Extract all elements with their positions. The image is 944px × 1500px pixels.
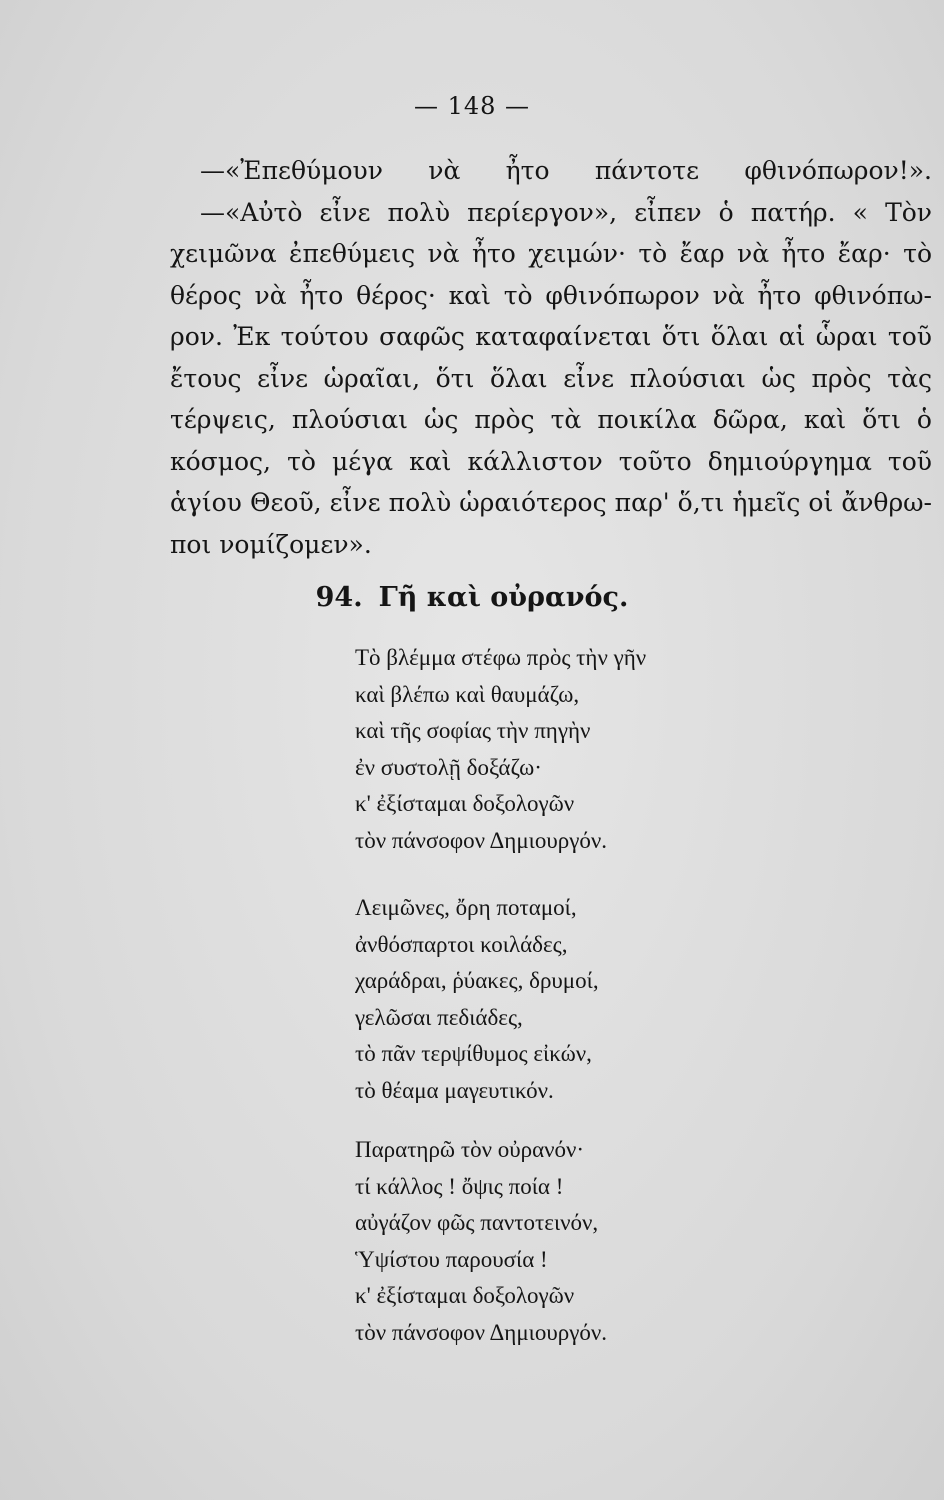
verse-line: τί κάλλος ! ὄψις ποία ! (355, 1173, 564, 1199)
verse-line: Λειμῶνες, ὄρη ποταμοί, (355, 895, 577, 920)
prose-paragraph (170, 150, 932, 565)
prose-line: ποι νομίζομεν». (170, 529, 372, 559)
verse-line: Ὑψίστου παρουσία ! (355, 1246, 548, 1272)
prose-line: —«Ἐπεθύμουν νὰ ἦτο πάντοτε φθινόπωρον!». (200, 156, 932, 185)
poem-number: 94. (315, 582, 363, 613)
verse-line: καὶ τῆς σοφίας τὴν πηγὴν (355, 718, 591, 743)
verse-line: γελῶσαι πεδιάδες, (355, 1004, 523, 1030)
prose-line: ἁγίου Θεοῦ, εἶνε πολὺ ὡραιότερος παρ' ὅ,τι ἡμεῖς οἱ ἄνθρω- (170, 488, 932, 517)
poem-stanza-2 (355, 890, 915, 1109)
verse-line: αὐγάζον φῶς παντοτεινόν, (355, 1210, 599, 1235)
poem-stanza-1 (355, 640, 915, 859)
poem-stanza-3 (355, 1132, 915, 1351)
prose-line: ρον. Ἐκ τούτου σαφῶς καταφαίνεται ὅτι ὅλαι αἱ ὧραι τοῦ (170, 322, 932, 351)
verse-line: Παρατηρῶ τὸν οὐρανόν· (355, 1137, 585, 1162)
poem-heading (0, 582, 944, 613)
prose-line: τέρψεις, πλούσιαι ὡς πρὸς τὰ ποικίλα δῶρα, καὶ ὅτι ὁ (170, 405, 932, 434)
verse-line: ἀνθόσπαρτοι κοιλάδες, (355, 931, 568, 957)
page-number: — 148 — (413, 92, 531, 120)
verse-line: τὸν πάνσοφον Δημιουργόν. (355, 827, 608, 853)
verse-line: τὸ θέαμα μαγευτικόν. (355, 1077, 554, 1103)
verse-line: ἐν συστολῇ δοξάζω· (355, 754, 542, 780)
verse-line: καὶ βλέπω καὶ θαυμάζω, (355, 681, 580, 707)
verse-line: Τὸ βλέμμα στέφω πρὸς τὴν γῆν (355, 645, 647, 670)
verse-line: κ' ἐξίσταμαι δοξολογῶν (355, 1283, 575, 1308)
prose-line: χειμῶνα ἐπεθύμεις νὰ ἦτο χειμών· τὸ ἔαρ νὰ ἦτο ἔαρ· τὸ (170, 239, 932, 268)
prose-line: κόσμος, τὸ μέγα καὶ κάλλιστον τοῦτο δημιούργημα τοῦ (170, 446, 932, 476)
verse-line: τὸ πᾶν τερψίθυμος εἰκών, (355, 1041, 592, 1066)
poem-title: Γῆ καὶ οὐρανός. (378, 582, 629, 613)
verse-line: τὸν πάνσοφον Δημιουργόν. (355, 1319, 608, 1345)
prose-line: ἔτους εἶνε ὡραῖαι, ὅτι ὅλαι εἶνε πλούσιαι ὡς πρὸς τὰς (170, 363, 932, 393)
prose-line: θέρος νὰ ἦτο θέρος· καὶ τὸ φθινόπωρον νὰ ἦτο φθινόπω- (170, 280, 932, 310)
verse-line: χαράδραι, ῥύακες, δρυμοί, (355, 968, 599, 993)
verse-line: κ' ἐξίσταμαι δοξολογῶν (355, 791, 575, 816)
prose-line: —«Αὐτὸ εἶνε πολὺ περίεργον», εἶπεν ὁ πατήρ. « Τὸν (200, 197, 932, 227)
